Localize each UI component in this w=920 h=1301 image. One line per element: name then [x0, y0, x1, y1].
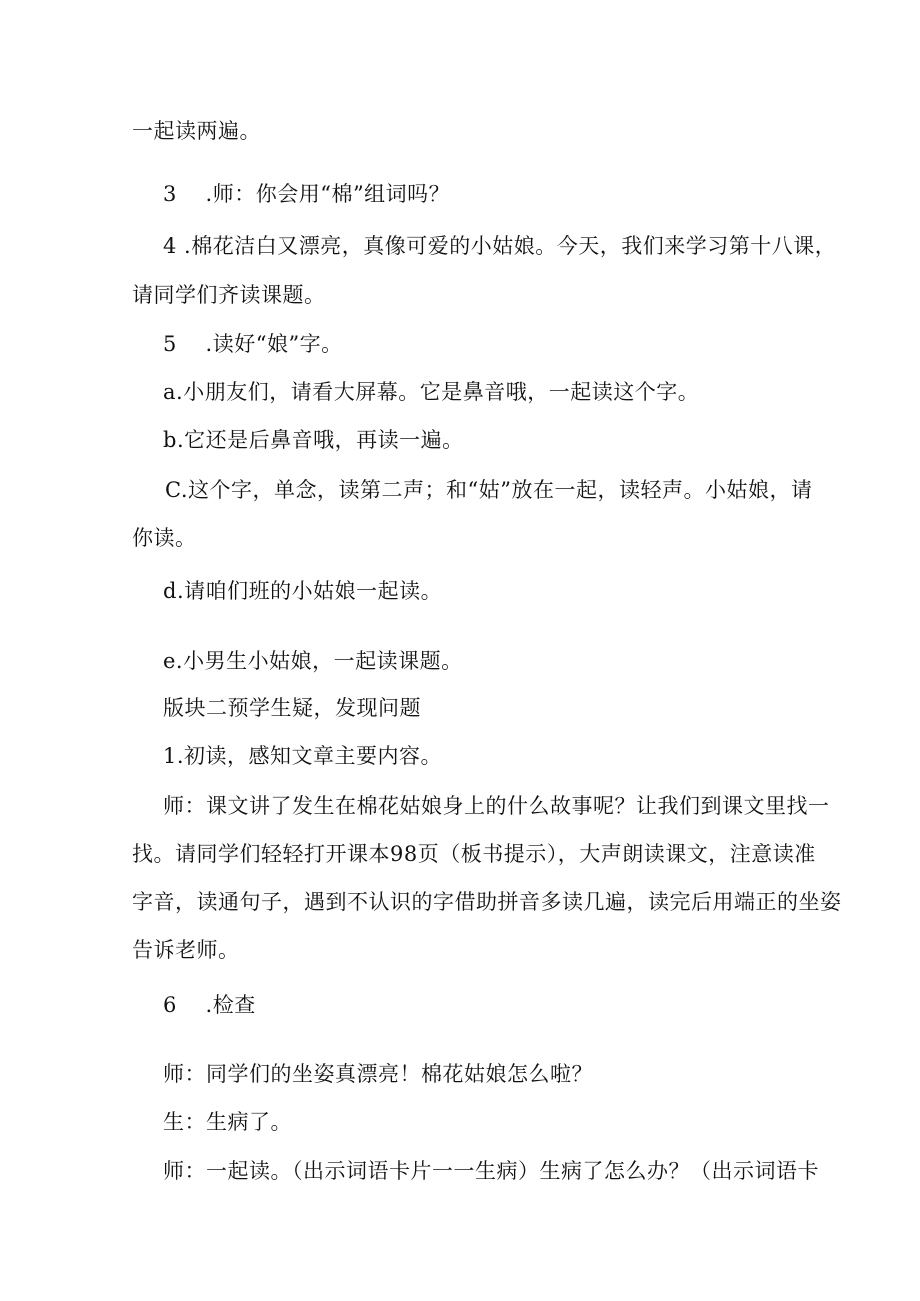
sub-item-d: d.请咱们班的小姑娘一起读。: [163, 579, 443, 603]
item-4-line: 4 .棉花洁白又漂亮，真像可爱的小姑娘。今天，我们来学习第十八课，: [163, 234, 837, 258]
dialogue-teacher-1: 师：同学们的坐姿真漂亮！棉花姑娘怎么啦？: [163, 1062, 593, 1086]
paragraph-line-2: 找。请同学们轻轻打开课本98页（板书提示），大声朗读课文，注意读准: [132, 842, 816, 866]
item-5-line: 5 .读好“娘”字。: [163, 332, 343, 356]
sub-item-c: C.这个字，单念，读第二声；和“姑”放在一起，读轻声。小姑娘，请: [165, 478, 813, 502]
item-4-continuation: 请同学们齐读课题。: [132, 283, 326, 307]
paragraph-line-1: 师：课文讲了发生在棉花姑娘身上的什么故事呢？让我们到课文里找一: [163, 794, 830, 818]
sub-item-e: e.小男生小姑娘，一起读课题。: [163, 649, 463, 673]
section-heading: 版块二预学生疑，发现问题: [163, 696, 421, 720]
item-3-line: 3 .师：你会用“棉”组词吗？: [163, 182, 451, 206]
sub-item-c-continuation: 你读。: [132, 526, 197, 550]
sub-item-b: b.它还是后鼻音哦，再读一遍。: [163, 428, 464, 452]
sub-item-a: a.小朋友们，请看大屏幕。它是鼻音哦，一起读这个字。: [163, 380, 700, 404]
paragraph-line-4: 告诉老师。: [132, 938, 240, 962]
dialogue-student-1: 生：生病了。: [163, 1110, 292, 1134]
step-1-line: 1.初读，感知文章主要内容。: [163, 744, 443, 768]
text-line-1: 一起读两遍。: [132, 119, 261, 143]
paragraph-line-3: 字音，读通句子，遇到不认识的字借助拼音多读几遍，读完后用端正的坐姿: [132, 890, 842, 914]
dialogue-teacher-2: 师：一起读。（出示词语卡片一一生病）生病了怎么办？（出示词语卡: [163, 1159, 819, 1183]
item-6-line: 6 .检查: [163, 993, 256, 1017]
